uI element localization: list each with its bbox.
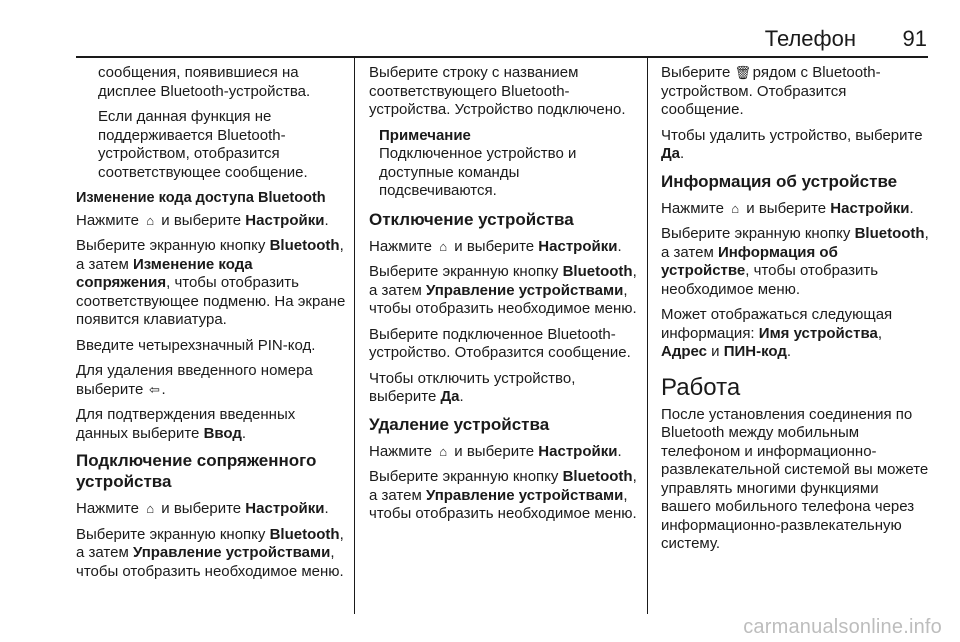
note-title: Примечание	[379, 126, 471, 144]
text: Выберите экранную кнопку	[76, 237, 270, 254]
text: и выберите	[157, 211, 246, 229]
text: Может отображаться следующая информация:	[661, 306, 893, 342]
text: .	[909, 199, 914, 217]
paragraph	[76, 500, 346, 519]
paragraph	[369, 370, 639, 407]
menu-term: Имя устройства	[758, 324, 878, 342]
paragraph	[661, 306, 929, 362]
home-icon: ⌂	[146, 212, 155, 228]
menu-term: Ввод	[203, 424, 242, 442]
text: Для удаления введенного номера выберите	[76, 362, 313, 398]
paragraph	[661, 225, 929, 299]
text: Нажмите	[369, 237, 437, 255]
section-heading-operation: Работа	[661, 373, 741, 401]
column-divider-1	[354, 58, 355, 614]
text: .	[617, 237, 622, 255]
paragraph: сообщения, появившиеся на дисплее Bluetooth-устройства.	[98, 64, 311, 100]
menu-term: Настройки	[245, 211, 325, 229]
menu-term: Bluetooth	[269, 525, 340, 543]
menu-term: Настройки	[245, 500, 325, 517]
text: Выберите экранную кнопку	[369, 468, 563, 485]
page-number: 91	[902, 26, 927, 51]
trash-icon: 🗑	[734, 65, 751, 80]
home-icon: ⌂	[439, 238, 448, 254]
menu-term: Настройки	[538, 442, 618, 460]
text: и	[707, 343, 724, 360]
menu-term: Управление устройствами	[425, 281, 624, 299]
paragraph: Введите четырехзначный PIN-код.	[76, 336, 316, 354]
text: Выберите экранную кнопку	[76, 525, 270, 543]
text: Чтобы отключить устройство, выберите	[369, 369, 576, 405]
menu-term: Информация об устройстве	[661, 243, 838, 279]
menu-term: Адрес	[661, 343, 708, 360]
menu-term: Bluetooth	[854, 225, 925, 242]
paragraph	[76, 526, 346, 582]
text: Нажмите	[76, 500, 144, 517]
paragraph: Выберите подключенное Bluetooth-устройство. Отобразится сообщение.	[369, 325, 631, 361]
menu-term: Bluetooth	[562, 468, 633, 485]
text: и выберите	[157, 500, 246, 517]
text: Нажмите	[369, 442, 437, 460]
home-icon: ⌂	[146, 501, 155, 516]
text: ,	[877, 324, 883, 342]
text: , чтобы отобразить необходимое меню.	[661, 262, 879, 298]
backspace-icon: ⇦	[149, 381, 160, 397]
paragraph: Если данная функция не поддерживается Bluetooth-устройством, отобразится соответствующее сообщение.	[98, 108, 308, 181]
text: , чтобы отобразить соответствующее подменю. На экране появится клавиатура.	[76, 274, 346, 328]
menu-term: ПИН-код	[723, 343, 787, 360]
watermark-text: carmanualsonline.info	[743, 616, 942, 638]
section-heading-delete-device: Удаление устройства	[369, 414, 550, 434]
text: .	[324, 211, 329, 229]
text: .	[459, 388, 464, 405]
text: , а затем	[76, 525, 344, 561]
text: .	[161, 380, 166, 398]
note-text: Подключенное устройство и доступные команды подсвечиваются.	[379, 145, 577, 199]
paragraph	[76, 362, 346, 399]
paragraph	[76, 406, 346, 443]
column-2	[369, 64, 639, 531]
menu-term: Да	[440, 388, 460, 405]
paragraph	[369, 263, 639, 319]
menu-term: Изменение кода сопряжения	[76, 255, 253, 291]
text: и выберите	[450, 442, 539, 460]
text: рядом с Bluetooth-устройством. Отобразится сообщение.	[661, 64, 881, 118]
text: .	[786, 343, 792, 360]
paragraph	[661, 127, 929, 164]
header-rule	[76, 56, 928, 58]
menu-term: Управление устройствами	[132, 544, 331, 561]
menu-term: Да	[661, 145, 681, 162]
text: , а затем	[369, 468, 637, 504]
home-icon: ⌂	[731, 200, 740, 216]
text: , чтобы отобразить необходимое меню.	[76, 544, 344, 580]
text: Выберите	[661, 64, 735, 81]
text: Чтобы удалить устройство, выберите	[661, 126, 923, 144]
column-3	[661, 64, 929, 561]
section-heading-device-info: Информация об устройстве	[661, 171, 898, 191]
section-heading-change-pin: Изменение кода доступа Bluetooth	[76, 190, 326, 206]
menu-term: Управление устройствами	[425, 486, 624, 504]
paragraph: Выберите строку с названием соответствующего Bluetooth-устройства. Устройство подключено.	[369, 64, 626, 118]
text: Нажмите	[661, 199, 729, 217]
text: Выберите экранную кнопку	[369, 263, 563, 280]
text: Нажмите	[76, 211, 144, 229]
text: Для подтверждения введенных данных выберите	[76, 406, 296, 442]
column-divider-2	[647, 58, 648, 614]
note-block	[369, 127, 639, 201]
menu-term: Bluetooth	[269, 237, 340, 254]
home-icon: ⌂	[439, 443, 448, 459]
paragraph	[76, 212, 346, 231]
text: , а затем	[661, 225, 929, 261]
text: , чтобы отобразить необходимое меню.	[369, 486, 637, 522]
paragraph	[369, 238, 639, 257]
text: .	[617, 442, 622, 460]
section-heading-disconnect-device: Отключение устройства	[369, 209, 574, 229]
text: , а затем	[76, 237, 344, 273]
paragraph	[369, 443, 639, 462]
paragraph	[661, 200, 929, 219]
page-header-title: Телефон	[764, 26, 856, 51]
text: , а затем	[369, 263, 637, 299]
column-1	[76, 64, 346, 588]
paragraph	[661, 64, 929, 120]
paragraph: После установления соединения по Bluetooth между мобильным телефоном и информационно-развлекательной системой вы можете управлять многими функциями вашего мобильного телефона через информационно-развлекательную систему.	[661, 405, 929, 552]
paragraph	[369, 468, 639, 524]
section-heading-connect-device: Подключение сопряженного устройства	[76, 451, 317, 491]
menu-term: Bluetooth	[562, 263, 633, 280]
paragraph	[76, 237, 346, 330]
text: и выберите	[450, 237, 539, 255]
text: и выберите	[742, 199, 831, 217]
text: Выберите экранную кнопку	[661, 225, 855, 242]
menu-term: Настройки	[830, 199, 910, 217]
text: .	[241, 424, 247, 442]
text: .	[324, 500, 329, 517]
menu-term: Настройки	[538, 237, 618, 255]
text: , чтобы отобразить необходимое меню.	[369, 281, 637, 317]
text: .	[680, 145, 685, 162]
